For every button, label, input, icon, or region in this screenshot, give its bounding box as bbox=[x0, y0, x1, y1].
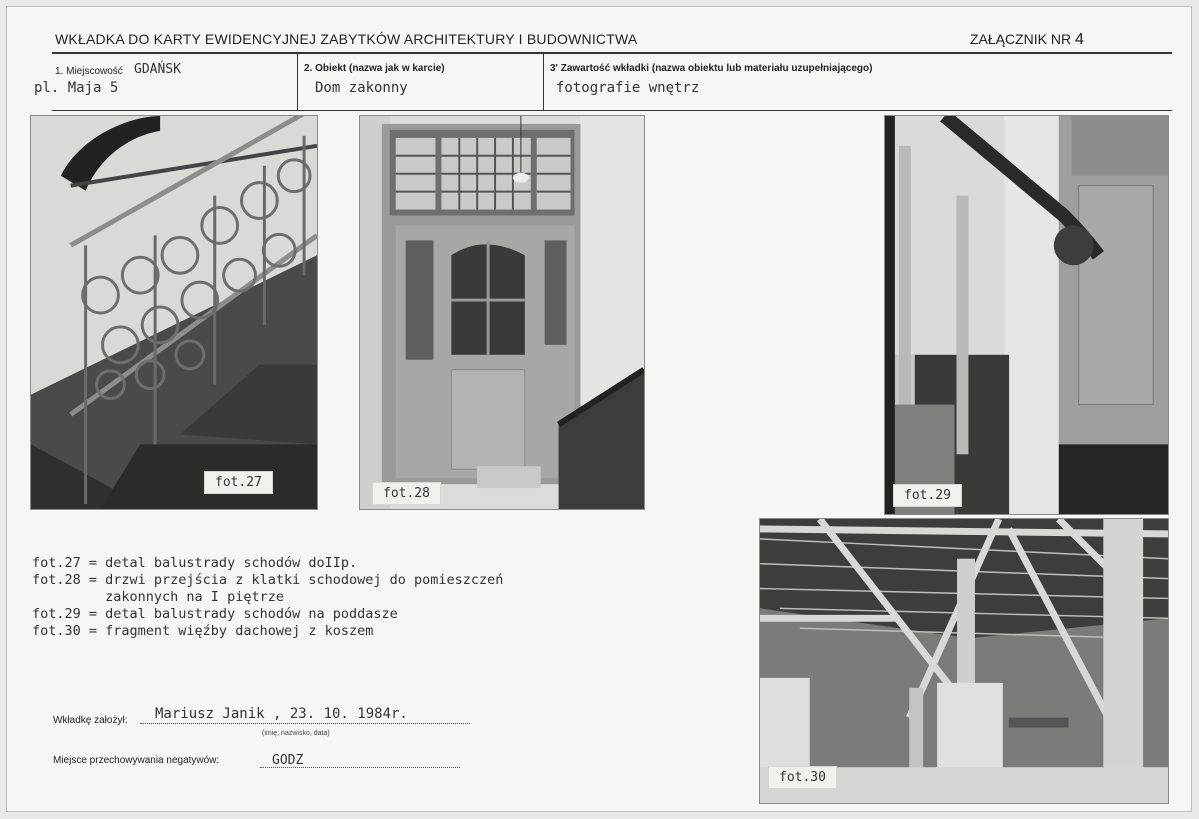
content-value: fotografie wnętrz bbox=[556, 80, 700, 96]
content-label: 3' Zawartość wkładki (nazwa obiektu lub materiału uzupełniającego) bbox=[550, 63, 873, 74]
created-by-line bbox=[140, 723, 470, 724]
photo-descriptions bbox=[32, 555, 503, 640]
header-rule-top bbox=[52, 52, 1172, 54]
description-line: fot.27 = detal balustrady schodów doIIp. bbox=[32, 555, 358, 571]
object-label: 2. Obiekt (nazwa jak w karcie) bbox=[304, 63, 445, 74]
photo-29-staircase bbox=[884, 115, 1169, 515]
header-rule-bottom bbox=[52, 110, 1172, 111]
attachment-number: 4 bbox=[1075, 31, 1084, 48]
description-line: fot.28 = drzwi przejścia z klatki schodowej do pomieszczeń bbox=[32, 572, 504, 588]
location-value: GDAŃSK bbox=[134, 62, 181, 77]
photo-30-roof-truss bbox=[759, 518, 1169, 804]
photo-28-tag: fot.28 bbox=[372, 482, 441, 505]
photo-29-tag: fot.29 bbox=[893, 484, 962, 507]
location-label: 1. Miejscowość bbox=[55, 66, 123, 77]
description-line: fot.30 = fragment więźby dachowej z koszem bbox=[32, 623, 374, 639]
address-value: pl. Maja 5 bbox=[34, 80, 119, 96]
photo-28-door bbox=[359, 115, 645, 510]
description-line: fot.29 = detal balustrady schodów na poddasze bbox=[32, 606, 398, 622]
field-divider-1 bbox=[297, 54, 298, 110]
field-divider-2 bbox=[543, 54, 544, 110]
photo-30-tag: fot.30 bbox=[768, 766, 837, 789]
negatives-location-label: Miejsce przechowywania negatywów: bbox=[53, 755, 220, 766]
created-by-value: Mariusz Janik , 23. 10. 1984r. bbox=[155, 706, 408, 722]
photo-27-balustrade bbox=[30, 115, 318, 510]
attachment-label bbox=[970, 31, 1084, 49]
created-by-label: Wkładkę założył: bbox=[53, 715, 128, 726]
negatives-location-line bbox=[260, 767, 460, 768]
attachment-label-text: ZAŁĄCZNIK NR bbox=[970, 31, 1072, 47]
description-line: zakonnych na I piętrze bbox=[32, 589, 284, 605]
created-by-hint: (imię, nazwisko, data) bbox=[262, 730, 330, 737]
object-value: Dom zakonny bbox=[315, 80, 408, 96]
form-title: WKŁADKA DO KARTY EWIDENCYJNEJ ZABYTKÓW ARCHITEKTURY I BUDOWNICTWA bbox=[55, 31, 638, 47]
negatives-location-value: GODZ bbox=[272, 753, 304, 768]
photo-27-tag: fot.27 bbox=[204, 471, 273, 494]
